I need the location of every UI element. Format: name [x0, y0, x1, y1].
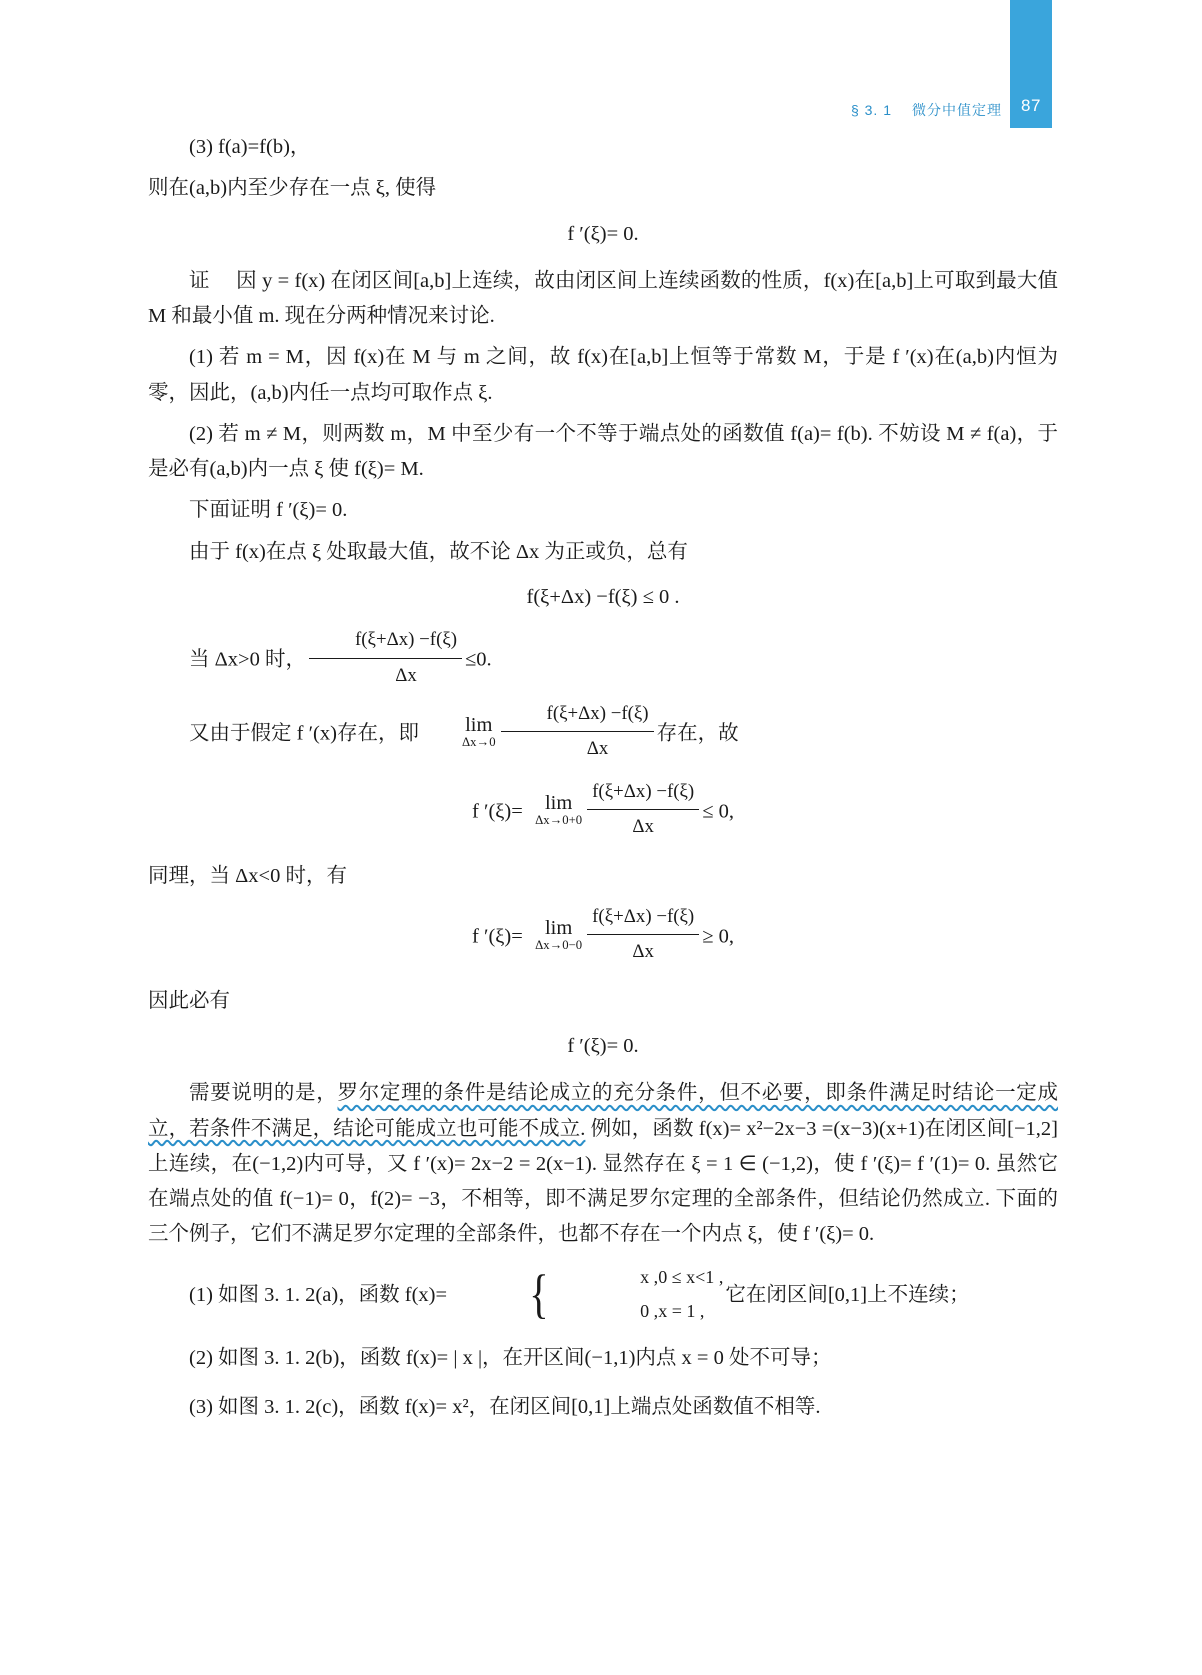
page-content	[148, 130, 1058, 1437]
display3-lhs: f ′(ξ)=	[472, 800, 523, 823]
fraction-difference-quotient-4: $\frac{f(\xi+\Delta x) -f(\xi)}{\Delta x}$	[587, 901, 699, 969]
when-positive-prefix: 当 Δx>0 时，	[189, 648, 306, 671]
display-equation-5: f ′(ξ)= 0.	[567, 1035, 639, 1057]
therefore-line: 因此必有	[148, 989, 230, 1012]
display-equation-2: f(ξ+Δx) −f(ξ) ≤ 0 .	[526, 585, 680, 608]
condition-3-conclusion: 则在(a,b)内至少存在一点 ξ, 使得	[148, 177, 437, 200]
condition-3: (3) f(a)=f(b)，	[189, 136, 311, 158]
header-section-title: 微分中值定理	[912, 102, 1002, 118]
proof-paragraph	[148, 264, 1058, 335]
since-max-line: 由于 f(x)在点 ξ 处取最大值，故不论 Δx 为正或负，总有	[189, 540, 688, 563]
display4-lhs: f ′(ξ)=	[472, 925, 523, 948]
running-header	[851, 100, 1002, 120]
piecewise-row-1: x ,0 ≤ x<1 ,	[640, 1267, 724, 1288]
when-delta-positive	[148, 627, 1058, 695]
limit-operator-3: lim Δx→0−0	[535, 916, 583, 953]
exists-prefix: 又由于假定 f ′(x)存在，即	[189, 722, 419, 745]
proof-case-1: (1) 若 m = M，因 f(x)在 M 与 m 之间，故 f(x)在[a,b]上恒等于常数 M，于是 f ′(x)在(a,b)内恒为零，因此，(a,b)内任一点均可取作点 ξ.	[148, 346, 1058, 404]
display-equation-4	[148, 904, 1058, 972]
exists-suffix: 存在，故	[656, 722, 739, 745]
fraction-difference-quotient-1: $\frac{f(\xi+\Delta x) -f(\xi)}{\Delta x}$	[309, 624, 462, 692]
proof-label: 证	[189, 269, 210, 292]
next-prove-line: 下面证明 f ′(ξ)= 0.	[189, 499, 348, 522]
remark-rest: 例如，函数 f(x)= x²−2x−3 =(x−3)(x+1)在闭区间[−1,2]上连续，在(−1,2)内可导，又 f ′(x)= 2x−2 = 2(x−1). 显然存在 ξ = 1 ∈ (−1,2)，使 f ′(ξ)= f ′(1)= 0. 虽然它在端点处的值 f(−1)= 0，f(2)= −3，不相等，即不满足罗尔定理的全部条件，但结论仍然成立. 下面的三个例子，它们不满足罗尔定理的全部条件，也都不存在一个内点 ξ，使 f ′(ξ)= 0.	[148, 1117, 1059, 1246]
page-number: 87	[1021, 96, 1041, 115]
derivative-exists-line	[148, 701, 1058, 769]
same-reason-line: 同理，当 Δx<0 时，有	[148, 864, 347, 887]
remark-paragraph	[148, 1076, 1058, 1252]
when-positive-suffix: ≤0.	[465, 648, 492, 671]
fraction-difference-quotient-3: $\frac{f(\xi+\Delta x) -f(\xi)}{\Delta x}$	[587, 776, 699, 844]
example-item-1	[148, 1263, 1058, 1330]
piecewise-row-2: 0 ,x = 1 ,	[640, 1300, 705, 1321]
display-equation-1: f ′(ξ)= 0.	[567, 222, 639, 245]
limit-operator-2: lim Δx→0+0	[535, 791, 583, 828]
example-item-2: (2) 如图 3. 1. 2(b)，函数 f(x)= | x |，在开区间(−1,1)内点 x = 0 处不可导；	[189, 1347, 832, 1370]
display4-relation: ≥ 0,	[702, 925, 734, 948]
header-section-number: § 3. 1	[850, 102, 892, 118]
fraction-difference-quotient-2: $\frac{f(\xi+\Delta x) -f(\xi)}{\Delta x}$	[501, 698, 654, 766]
example-1-suffix: 它在闭区间[0,1]上不连续；	[725, 1283, 970, 1306]
left-brace: {	[529, 1264, 549, 1325]
display-equation-3	[148, 779, 1058, 847]
proof-case-2: (2) 若 m ≠ M，则两数 m，M 中至少有一个不等于端点处的函数值 f(a)= f(b). 不妨设 M ≠ f(a)，于是必有(a,b)内一点 ξ 使 f(ξ)= M.	[148, 422, 1058, 480]
example-1-prefix: (1) 如图 3. 1. 2(a)，函数 f(x)=	[189, 1283, 448, 1306]
remark-prefix: 需要说明的是，	[189, 1082, 338, 1105]
display3-relation: ≤ 0,	[702, 800, 734, 823]
remark-emphasis: 罗尔定理的条件是结论成立的充分条件，但不必要，即条件满足时结论一定成立，若条件不满足，结论可能成立也可能不成立.	[148, 1082, 1059, 1140]
proof-text: 因 y = f(x) 在闭区间[a,b]上连续，故由闭区间上连续函数的性质，f(x)在[a,b]上可取到最大值 M 和最小值 m. 现在分两种情况来讨论.	[148, 269, 1058, 327]
example-item-3: (3) 如图 3. 1. 2(c)，函数 f(x)= x²，在闭区间[0,1]上端点处函数值不相等.	[189, 1396, 821, 1419]
limit-operator-1: lim Δx→0	[461, 713, 496, 750]
piecewise-function	[449, 1261, 723, 1328]
